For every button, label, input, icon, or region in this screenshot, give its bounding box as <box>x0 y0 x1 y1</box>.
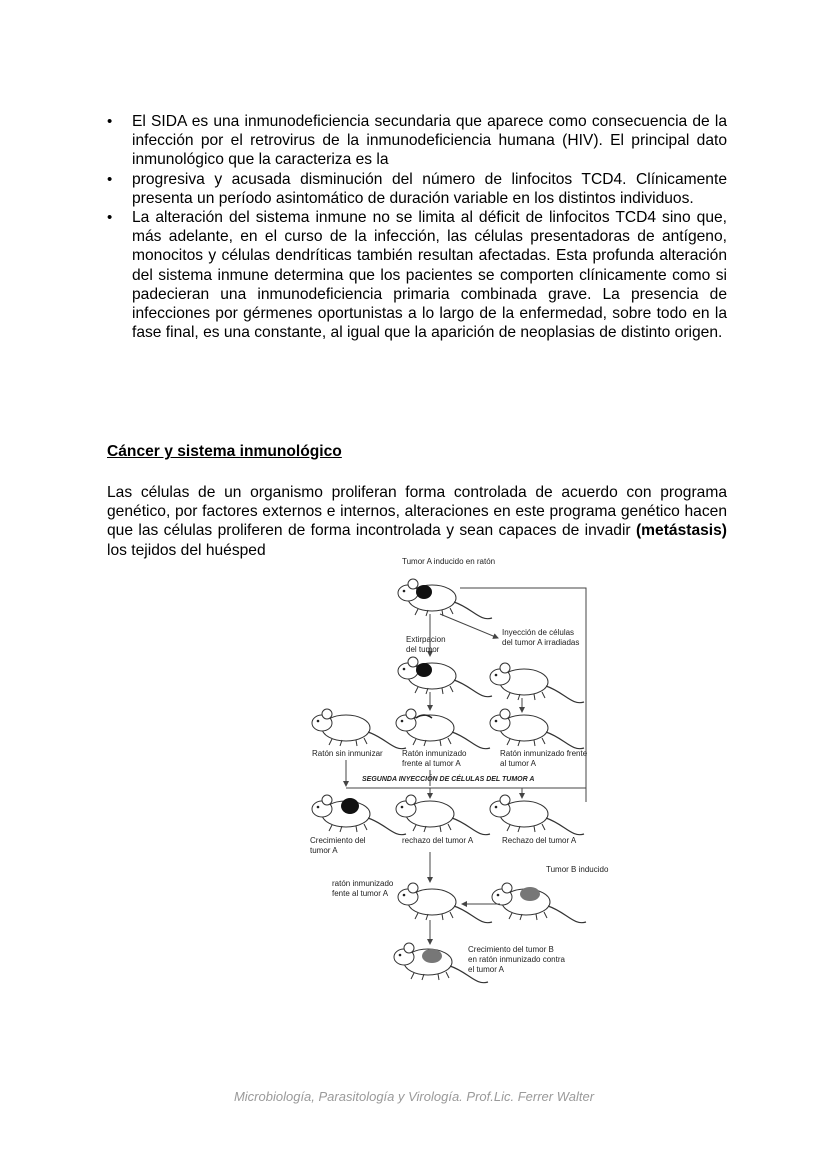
label-inyeccion-2: del tumor A irradiadas <box>502 638 580 647</box>
bullet-tcd4: • progresiva y acusada disminución del número de linfocitos TCD4. Clínicamente presenta un período asintomático de duración variable en los distintos individuos. <box>107 170 727 208</box>
mouse-irradiado <box>490 663 584 703</box>
paragraph-text-end: los tejidos del huésped <box>107 541 266 559</box>
mouse-sin-inmunizar <box>312 709 406 749</box>
section-title: Cáncer y sistema inmunológico <box>107 443 342 460</box>
label-rechazo: rechazo del tumor A <box>402 836 474 845</box>
label-raton-fente-2: fente al tumor A <box>332 889 389 898</box>
page-footer: Microbiología, Parasitología y Virología. Prof.Lic. Ferrer Walter <box>233 1089 595 1104</box>
paragraph-text: Las células de un organismo proliferan forma controlada de acuerdo con programa genético, por factores externos e internos, alteraciones en este programa genético hacen que las células proliferen de forma incontrolada y sean capaces de invadir <box>107 484 727 540</box>
label-inyeccion: Inyección de células <box>502 628 575 637</box>
label-crecimiento: Crecimiento del <box>310 836 366 845</box>
label-top: Tumor A inducido en ratón <box>402 557 496 566</box>
mouse-inmunizado-b <box>398 883 492 923</box>
label-crecimiento-2: tumor A <box>310 846 338 855</box>
mouse-tumor-b <box>492 883 586 923</box>
section-paragraph <box>107 483 727 560</box>
label-tumor-b: Tumor B inducido <box>546 865 609 874</box>
label-rechazo-2: Rechazo del tumor A <box>502 836 577 845</box>
label-raton-frente: Ratón inmunizado frente <box>500 749 588 758</box>
mouse-inmunizado-frente <box>490 709 584 749</box>
tumor-immunity-diagram <box>300 552 620 992</box>
mouse-extirpado <box>398 657 492 697</box>
label-crec-b-3: el tumor A <box>468 965 505 974</box>
label-extirpacion: Extirpacion <box>406 635 446 644</box>
label-raton-frente-2: al tumor A <box>500 759 537 768</box>
paragraph-bold-term: (metástasis) <box>635 522 727 540</box>
mouse-crecimiento <box>312 795 406 835</box>
label-segunda: SEGUNDA INYECCIÓN DE CÉLULAS DEL TUMOR A <box>362 776 535 783</box>
bullet-alteracion: • La alteración del sistema inmune no se limita al déficit de linfocitos TCD4 sino que, más adelante, en el curso de la infección, las células presentadoras de antígeno, monocitos y células dendríticas también resultan afectadas. Esta profunda alteración del sistema inmune determina que los pacientes se comporten clínicamente como si padecieran una inmunodeficiencia primaria combinada grave. La presencia de infecciones por gérmenes oportunistas a lo largo de la enfermedad, sobre todo en la fase final, es una constante, al igual que la aparición de neoplasias de distinto origen. <box>107 208 727 342</box>
label-extirpacion-2: del tumor <box>406 645 440 654</box>
label-crec-b-2: en ratón inmunizado contra <box>468 955 565 964</box>
label-raton-fente: ratón inmunizado <box>332 879 394 888</box>
label-raton-inm: Ratón inmunizado <box>402 749 467 758</box>
bullet-list <box>107 112 727 342</box>
label-raton-sin: Ratón sin inmunizar <box>312 749 383 758</box>
arrow-diag <box>440 614 498 638</box>
mouse-tumor-a <box>398 579 492 619</box>
mouse-inmunizado-a <box>396 709 490 749</box>
mouse-rechazo-1 <box>396 795 490 835</box>
bullet-sida: • El SIDA es una inmunodeficiencia secundaria que aparece como consecuencia de la infección por el retrovirus de la inmunodeficiencia humana (HIV). El principal dato inmunológico que la caracteriza es la <box>107 112 727 170</box>
label-crec-b: Crecimiento del tumor B <box>468 945 554 954</box>
label-raton-inm-2: frente al tumor A <box>402 759 461 768</box>
mouse-rechazo-2 <box>490 795 584 835</box>
